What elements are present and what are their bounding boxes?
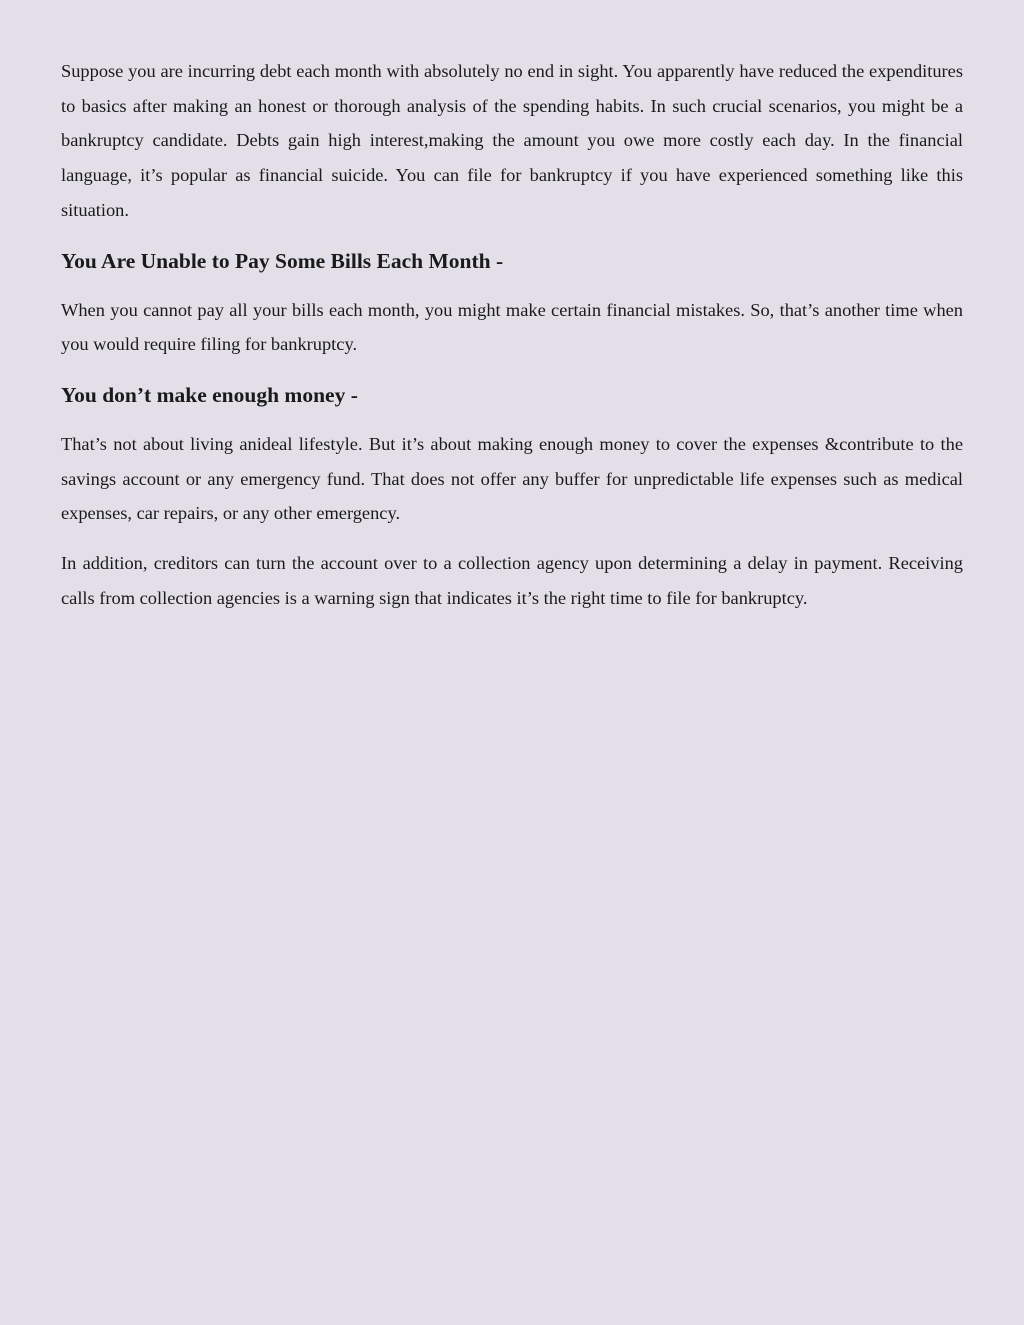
section-paragraph: In addition, creditors can turn the account over to a collection agency upon determining a delay in payment. Receiving calls from collection agencies is a warning sign that indicates it’s the right time to file for bankruptcy. [61,553,963,608]
section-heading-unable-to-pay: You Are Unable to Pay Some Bills Each Month - [61,248,504,273]
section-paragraph: When you cannot pay all your bills each month, you might make certain financial mistakes. So, that’s another time when you would require filing for bankruptcy. [61,299,963,355]
intro-paragraph: Suppose you are incurring debt each month with absolutely no end in sight. You apparently have reduced the expenditures to basics after making an honest or thorough analysis of the spending habits. In such crucial scenarios, you might be a bankruptcy candidate. Debts gain high interest,making the amount you owe more costly each day. In the financial language, it’s popular as financial suicide. You can file for bankruptcy if you have experienced something like this situation. [61,61,963,220]
section-paragraph: That’s not about living anideal lifestyle. But it’s about making enough money to cover the expenses &contribute to the savings account or any emergency fund. That does not offer any buffer for unpredictable life expenses such as medical expenses, car repairs, or any other emergency. [61,433,963,524]
section-heading-not-enough-money: You don’t make enough money - [61,382,358,407]
